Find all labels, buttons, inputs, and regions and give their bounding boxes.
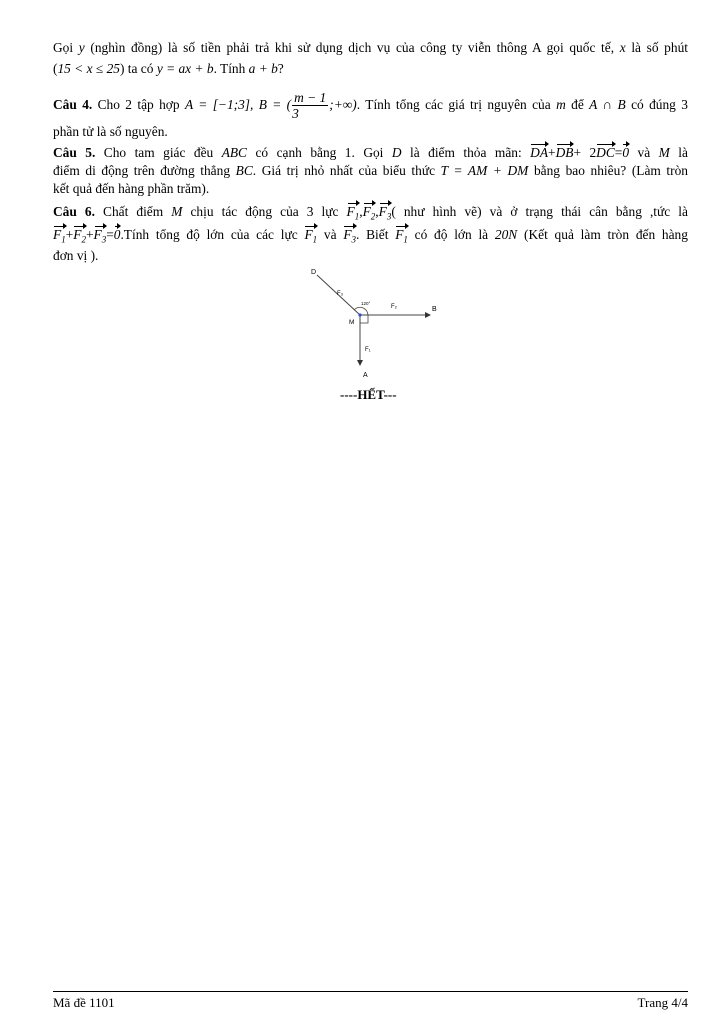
question-5-label: Câu 5.: [53, 145, 96, 160]
question-5-line-2: điểm di động trên đường thẳng BC. Giá trị nhỏ nhất của biểu thức T = AM + DM bằng bao nhiêu? (Làm tròn: [53, 163, 689, 178]
question-6-line-3: đơn vị ).: [53, 248, 99, 263]
force-vector-2: $F_2$: [363, 203, 376, 226]
question-4-line-2: phần tử là số nguyên.: [53, 124, 168, 139]
zero-vector: 0: [622, 145, 630, 160]
question-6-label: Câu 6.: [53, 204, 95, 219]
force-diagram: [305, 265, 455, 385]
label-f1: F₁: [365, 347, 371, 353]
force-vector-1: $F_1$: [347, 203, 360, 226]
right-angle-mark: [360, 315, 368, 323]
fraction: $\frac{m - 1}{3}$: [292, 90, 327, 122]
page-number: Trang 4/4: [637, 995, 688, 1010]
exam-code: Mã đề 1101: [53, 995, 115, 1010]
question-4-label: Câu 4.: [53, 97, 93, 112]
footer-divider: [53, 991, 688, 992]
question-6-line-1: Câu 6. Chất điểm M chịu tác động của 3 lực $F_1,F_2,F_3$( như hình vẽ) và ở trạng thái cân bằng ,tức là: [53, 203, 688, 226]
intro-line-2: (15 < x ≤ 25) ta có y = ax + b. Tính a + b?: [53, 61, 284, 76]
point-m: [358, 313, 361, 316]
intro-line-1: Gọi y (nghìn đồng) là số tiền phải trả khi sử dụng dịch vụ của công ty viễn thông A gọi quốc tế, x là số phút: [53, 40, 688, 55]
label-f3: F₃: [337, 291, 344, 297]
vector-dc: DC: [596, 145, 615, 160]
question-5-line-1: Câu 5. Cho tam giác đều ABC có cạnh bằng 1. Gọi D là điểm thỏa mãn: DA+DB+ 2DC=0 và M là: [53, 145, 688, 160]
label-f2: F₂: [391, 304, 397, 310]
question-5-line-3: kết quả đến hàng phần trăm).: [53, 181, 210, 196]
label-b: B: [432, 306, 437, 313]
question-4-line-1: Câu 4. Cho 2 tập hợp A = [−1;3], B = ( $\frac{m - 1}{3}$ ;+∞). Tính tổng các giá trị nguyên của m để A ∩ B có đúng 3: [53, 90, 688, 122]
end-mark: ----HẾT---: [340, 387, 397, 402]
vector-da: DA: [530, 145, 549, 160]
label-m: M: [349, 319, 355, 326]
label-angle: 120°: [361, 301, 371, 306]
question-6-line-2: $F_1+F_2+F_3=0.Tính$ tổng độ lớn của các lực $F_1$ và $F_3$. Biết $F_1$ có độ lớn là 20N (Kết quả làm tròn đến hàng: [53, 226, 688, 249]
vector-db: DB: [555, 145, 574, 160]
label-d: D: [311, 269, 317, 276]
force-vector-3: $F_3$: [379, 203, 392, 226]
label-a: A: [363, 372, 368, 379]
